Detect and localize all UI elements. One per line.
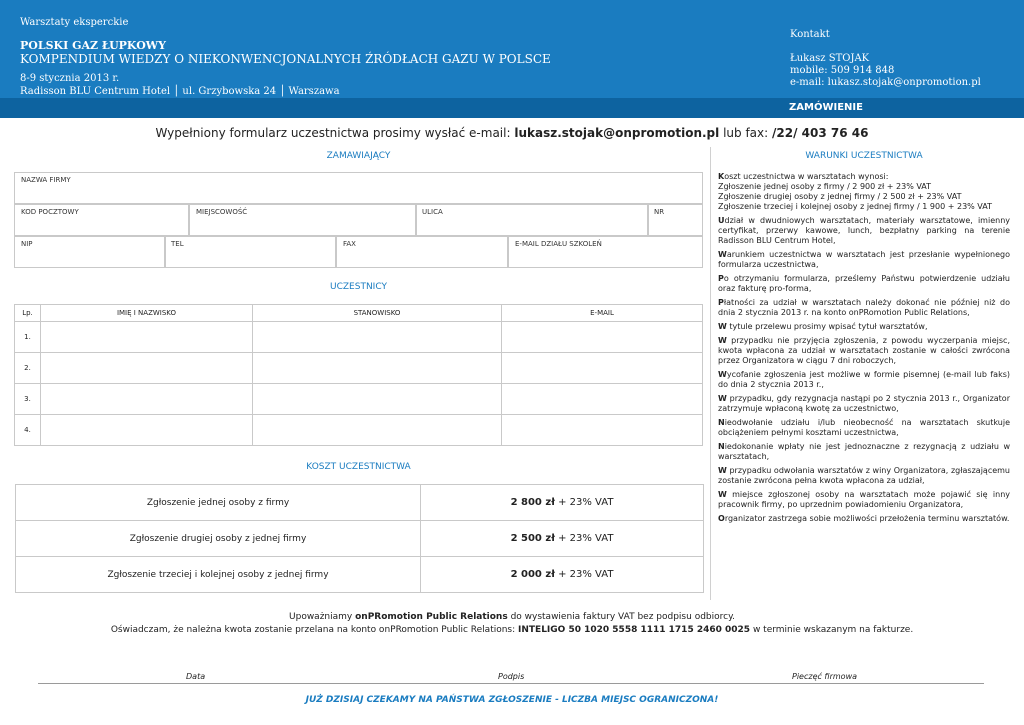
- position-cell[interactable]: [253, 322, 502, 353]
- name-cell[interactable]: [41, 415, 253, 446]
- street-label: ULICA: [422, 208, 443, 216]
- row-number: 3.: [15, 384, 41, 415]
- name-cell[interactable]: [41, 353, 253, 384]
- order-label: ZAMÓWIENIE: [789, 102, 863, 113]
- cost-price: [421, 521, 704, 557]
- cost-vat: + 23% VAT: [554, 533, 614, 544]
- postal-code-field[interactable]: [14, 204, 189, 236]
- condition-item: W przypadku, gdy rezygnacja nastąpi po 2 stycznia 2013 r., Organizator zatrzymuje wpłaconą kwotę za uczestnictwo,: [718, 394, 1010, 413]
- position-cell[interactable]: [253, 353, 502, 384]
- fax-field[interactable]: [336, 236, 508, 268]
- street-field[interactable]: [416, 204, 648, 236]
- row-number: 2.: [15, 353, 41, 384]
- condition-item: Niedokonanie wpłaty nie jest jednoznaczne z rezygnacją z udziału w warsztatach,: [718, 442, 1010, 461]
- condition-item: W tytule przelewu prosimy wpisać tytuł warsztatów,: [718, 322, 928, 331]
- col-email: E-MAIL: [502, 305, 703, 322]
- condition-item: Zgłoszenie jednej osoby z firmy / 2 900 zł + 23% VAT: [718, 182, 932, 191]
- nip-label: NIP: [21, 240, 33, 248]
- city-label: MIEJSCOWOŚĆ: [196, 208, 248, 216]
- orderer-title: ZAMAWIAJĄCY: [326, 151, 391, 161]
- cost-label: Zgłoszenie drugiej osoby z jednej firmy: [16, 521, 421, 557]
- email-cell[interactable]: [502, 353, 703, 384]
- condition-item: Nieodwołanie udziału i/lub nieobecność na warsztatach skutkuje obciążeniem pełnymi kosztami uczestnictwa,: [718, 418, 1010, 437]
- contact-label: Kontakt: [790, 29, 830, 40]
- company-label: NAZWA FIRMY: [21, 176, 71, 184]
- training-email-label: E-MAIL DZIAŁU SZKOLEŃ: [515, 240, 602, 248]
- name-cell[interactable]: [41, 384, 253, 415]
- participants-table: [14, 304, 703, 446]
- email-cell[interactable]: [502, 415, 703, 446]
- table-row: [15, 415, 703, 446]
- cost-amount: 2 800 zł: [510, 497, 555, 508]
- condition-item: Udział w dwudniowych warsztatach, materiały warsztatowe, imienny certyfikat, przerwy kawowe, lunch, bezpłatny parking na terenie Radisson BLU Centrum Hotel,: [718, 216, 1010, 245]
- conditions-title: WARUNKI UCZESTNICTWA: [805, 151, 923, 161]
- intro-email[interactable]: lukasz.stojak@onpromotion.pl: [514, 126, 720, 140]
- training-email-field[interactable]: [508, 236, 703, 268]
- street-number-label: NR: [654, 208, 665, 216]
- participants-header-row: [15, 305, 703, 322]
- date-label: Data: [186, 672, 206, 681]
- cost-price: [421, 485, 704, 521]
- cost-table: [15, 484, 704, 593]
- intro-text-mid: lub fax:: [719, 126, 772, 140]
- email-cell[interactable]: [502, 322, 703, 353]
- participants-title: UCZESTNICY: [330, 282, 387, 292]
- condition-item: W przypadku odwołania warsztatów z winy Organizatora, zgłaszającemu zostanie zwrócona pełna kwota wpłacona za udział,: [718, 466, 1010, 485]
- cost-vat: + 23% VAT: [554, 569, 614, 580]
- company-field[interactable]: [14, 172, 703, 204]
- cost-title: KOSZT UCZESTNICTWA: [306, 462, 411, 472]
- condition-item: W przypadku nie przyjęcia zgłoszenia, z powodu wyczerpania miejsc, kwota wpłacona za udział w warsztatach zostanie w całości zwrócona przez Organizatora w ciągu 7 dni roboczych,: [718, 336, 1010, 365]
- tel-label: TEL: [171, 240, 184, 248]
- position-cell[interactable]: [253, 415, 502, 446]
- col-name: IMIĘ I NAZWISKO: [41, 305, 253, 322]
- contact-name: Łukasz STOJAK: [790, 53, 870, 64]
- event-dates: 8-9 stycznia 2013 r.: [20, 73, 120, 84]
- fax-label: FAX: [343, 240, 356, 248]
- cost-amount: 2 000 zł: [510, 569, 555, 580]
- closing-slogan: JUŻ DZISIAJ CZEKAMY NA PAŃSTWA ZGŁOSZENIE - LICZBA MIEJSC OGRANICZONA!: [305, 695, 719, 705]
- condition-item: Zgłoszenie drugiej osoby z jednej firmy / 2 500 zł + 23% VAT: [718, 192, 962, 201]
- condition-item: Po otrzymaniu formularza, prześlemy Państwu potwierdzenie udziału oraz fakturę pro-forma,: [718, 274, 1010, 293]
- condition-item: Warunkiem uczestnictwa w warsztatach jest przesłanie wypełnionego formularza uczestnictwa,: [718, 250, 1010, 269]
- cost-vat: + 23% VAT: [554, 497, 614, 508]
- event-venue: Radisson BLU Centrum Hotel │ ul. Grzybowska 24 │ Warszawa: [20, 86, 340, 97]
- condition-item: Płatności za udział w warsztatach należy dokonać nie później niż do dnia 2 stycznia 2013 r. na konto onPRomotion Public Relations,: [718, 298, 1010, 317]
- position-cell[interactable]: [253, 384, 502, 415]
- column-divider: [710, 147, 711, 600]
- nip-field[interactable]: [14, 236, 165, 268]
- condition-item: Koszt uczestnictwa w warsztatach wynosi:: [718, 172, 889, 181]
- event-subtitle: KOMPENDIUM WIEDZY O NIEKONWENCJONALNYCH ŹRÓDŁACH GAZU W POLSCE: [20, 52, 551, 66]
- row-number: 4.: [15, 415, 41, 446]
- tel-field[interactable]: [165, 236, 336, 268]
- cost-row: [16, 557, 704, 593]
- email-cell[interactable]: [502, 384, 703, 415]
- workshops-label: Warsztaty eksperckie: [20, 17, 129, 28]
- cost-label: Zgłoszenie trzeciej i kolejnej osoby z jednej firmy: [16, 557, 421, 593]
- payment-declaration: Oświadczam, że należna kwota zostanie przelana na konto onPRomotion Public Relations: INTELIGO 50 1020 5558 1111 1715 2460 0025 w terminie wskazanym na fakturze.: [110, 625, 914, 635]
- order-bar: [0, 98, 1024, 118]
- col-position: STANOWISKO: [253, 305, 502, 322]
- condition-item: Zgłoszenie trzeciej i kolejnej osoby z jednej firmy / 1 900 + 23% VAT: [718, 202, 993, 211]
- city-field[interactable]: [189, 204, 416, 236]
- signature-label: Podpis: [498, 672, 525, 681]
- conditions-list: [718, 172, 1010, 528]
- event-title: POLSKI GAZ ŁUPKOWY: [20, 39, 166, 52]
- stamp-label: Pieczęć firmowa: [792, 672, 858, 681]
- intro-text-before: Wypełniony formularz uczestnictwa prosimy wysłać e-mail:: [155, 126, 515, 140]
- cost-conditions: [718, 172, 1010, 212]
- condition-item: Wycofanie zgłoszenia jest możliwe w formie pisemnej (e-mail lub faks) do dnia 2 stycznia 2013 r.,: [718, 370, 1010, 389]
- cost-row: [16, 521, 704, 557]
- condition-item: W miejsce zgłoszonej osoby na warsztatach może pojawić się inny pracownik firmy, po uprzednim powiadomieniu Organizatora,: [718, 490, 1010, 509]
- cost-label: Zgłoszenie jednej osoby z firmy: [16, 485, 421, 521]
- col-lp: Lp.: [15, 305, 41, 322]
- table-row: [15, 353, 703, 384]
- contact-info: [790, 29, 981, 89]
- contact-email[interactable]: e-mail: lukasz.stojak@onpromotion.pl: [790, 77, 981, 88]
- row-number: 1.: [15, 322, 41, 353]
- street-number-field[interactable]: [648, 204, 703, 236]
- invoice-authorization: Upoważniamy onPRomotion Public Relations do wystawienia faktury VAT bez podpisu odbiorcy.: [289, 612, 735, 622]
- name-cell[interactable]: [41, 322, 253, 353]
- cost-price: [421, 557, 704, 593]
- signature-line: [38, 683, 984, 684]
- event-info: [20, 16, 551, 98]
- table-row: [15, 384, 703, 415]
- contact-mobile: mobile: 509 914 848: [790, 65, 895, 76]
- postal-code-label: KOD POCZTOWY: [21, 208, 79, 216]
- cost-row: [16, 485, 704, 521]
- intro-fax: /22/ 403 76 46: [772, 126, 869, 140]
- table-row: [15, 322, 703, 353]
- intro-line: [0, 126, 1024, 140]
- condition-item: Organizator zastrzega sobie możliwości przełożenia terminu warsztatów.: [718, 514, 1010, 523]
- cost-amount: 2 500 zł: [510, 533, 555, 544]
